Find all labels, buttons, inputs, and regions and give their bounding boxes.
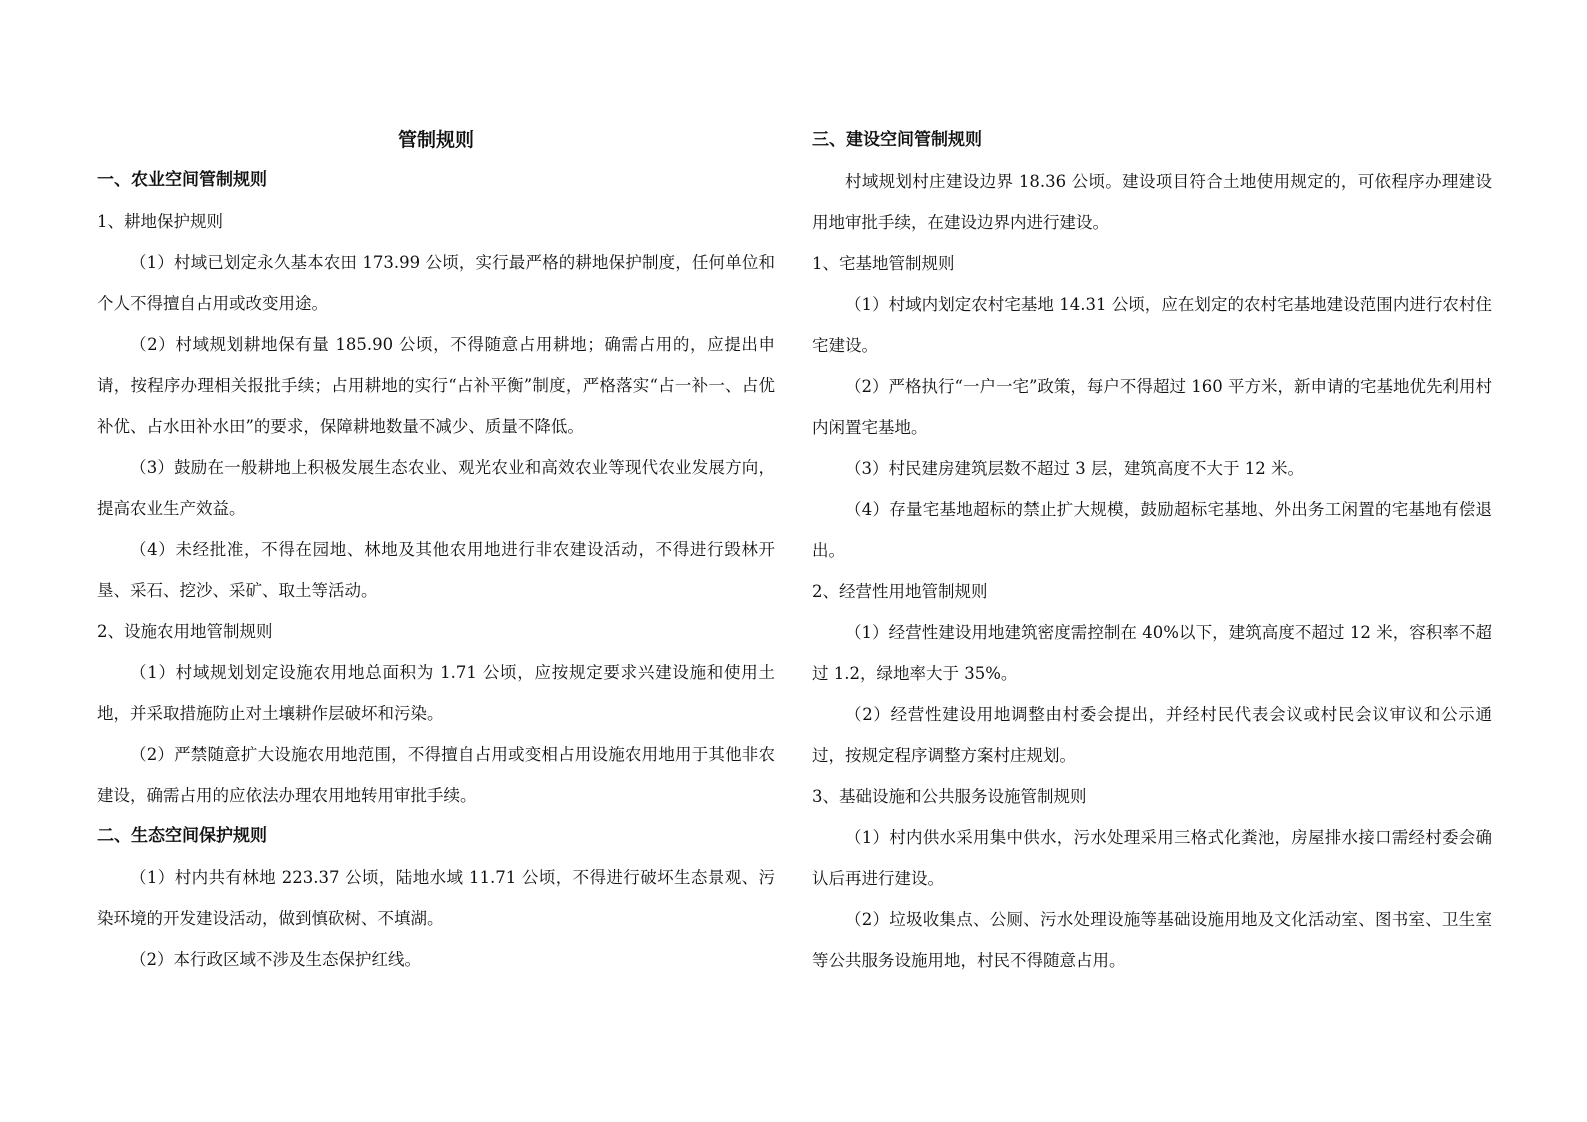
paragraph: （1）经营性建设用地建筑密度需控制在 40%以下，建筑高度不超过 12 米，容积率不超过 1.2，绿地率大于 35%。 xyxy=(812,623,1492,683)
paragraph: （2）严格执行“一户一宅”政策，每户不得超过 160 平方米，新申请的宅基地优先利用村内闲置宅基地。 xyxy=(812,377,1492,437)
paragraph: （2）经营性建设用地调整由村委会提出，并经村民代表会议或村民会议审议和公示通过，按规定程序调整方案村庄规划。 xyxy=(812,705,1492,765)
paragraph: （1）村内供水采用集中供水，污水处理采用三格式化粪池，房屋排水接口需经村委会确认后再进行建设。 xyxy=(812,828,1492,888)
page-title: 管制规则 xyxy=(397,129,474,151)
paragraph: （2）村域规划耕地保有量 185.90 公顷，不得随意占用耕地；确需占用的，应提出申请，按程序办理相关报批手续；占用耕地的实行“占补平衡”制度，严格落实“占一补一、占优补优、占水田补水田”的要求，保障耕地数量不减少、质量不降低。 xyxy=(97,335,775,436)
paragraph: （1）村域已划定永久基本农田 173.99 公顷，实行最严格的耕地保护制度，任何单位和个人不得擅自占用或改变用途。 xyxy=(97,253,775,313)
paragraph-intro: 村域规划村庄建设边界 18.36 公顷。建设项目符合土地使用规定的，可依程序办理建设用地审批手续，在建设边界内进行建设。 xyxy=(812,172,1492,232)
paragraph: （4）未经批准，不得在园地、林地及其他农用地进行非农建设活动，不得进行毁林开垦、采石、挖沙、采矿、取土等活动。 xyxy=(97,540,775,600)
section-heading-ecological: 二、生态空间保护规则 xyxy=(97,826,267,846)
paragraph: （2）本行政区域不涉及生态保护红线。 xyxy=(130,950,421,969)
subheading-commercial-land: 2、经营性用地管制规则 xyxy=(812,582,988,601)
section-heading-construction: 三、建设空间管制规则 xyxy=(812,130,982,150)
subheading-farmland-protection: 1、耕地保护规则 xyxy=(97,212,223,231)
paragraph: （1）村内共有林地 223.37 公顷，陆地水域 11.71 公顷，不得进行破坏生态景观、污染环境的开发建设活动，做到慎砍树、不填湖。 xyxy=(97,868,775,928)
paragraph: （3）鼓励在一般耕地上积极发展生态农业、观光农业和高效农业等现代农业发展方向，提高农业生产效益。 xyxy=(97,458,775,518)
subheading-infrastructure: 3、基础设施和公共服务设施管制规则 xyxy=(812,787,1087,806)
left-column xyxy=(97,120,775,980)
paragraph: （2）垃圾收集点、公厕、污水处理设施等基础设施用地及文化活动室、图书室、卫生室等公共服务设施用地，村民不得随意占用。 xyxy=(812,910,1492,970)
right-column xyxy=(812,120,1492,981)
paragraph: （1）村域规划划定设施农用地总面积为 1.71 公顷，应按规定要求兴建设施和使用土地，并采取措施防止对土壤耕作层破坏和污染。 xyxy=(97,663,775,723)
subheading-facility-farmland: 2、设施农用地管制规则 xyxy=(97,622,273,641)
paragraph: （4）存量宅基地超标的禁止扩大规模，鼓励超标宅基地、外出务工闲置的宅基地有偿退出。 xyxy=(812,500,1492,560)
paragraph: （1）村域内划定农村宅基地 14.31 公顷，应在划定的农村宅基地建设范围内进行农村住宅建设。 xyxy=(812,295,1492,355)
paragraph: （3）村民建房建筑层数不超过 3 层，建筑高度不大于 12 米。 xyxy=(845,459,1304,478)
subheading-homestead: 1、宅基地管制规则 xyxy=(812,254,955,273)
section-heading-agricultural: 一、农业空间管制规则 xyxy=(97,170,267,190)
paragraph: （2）严禁随意扩大设施农用地范围，不得擅自占用或变相占用设施农用地用于其他非农建设，确需占用的应依法办理农用地转用审批手续。 xyxy=(97,745,775,805)
